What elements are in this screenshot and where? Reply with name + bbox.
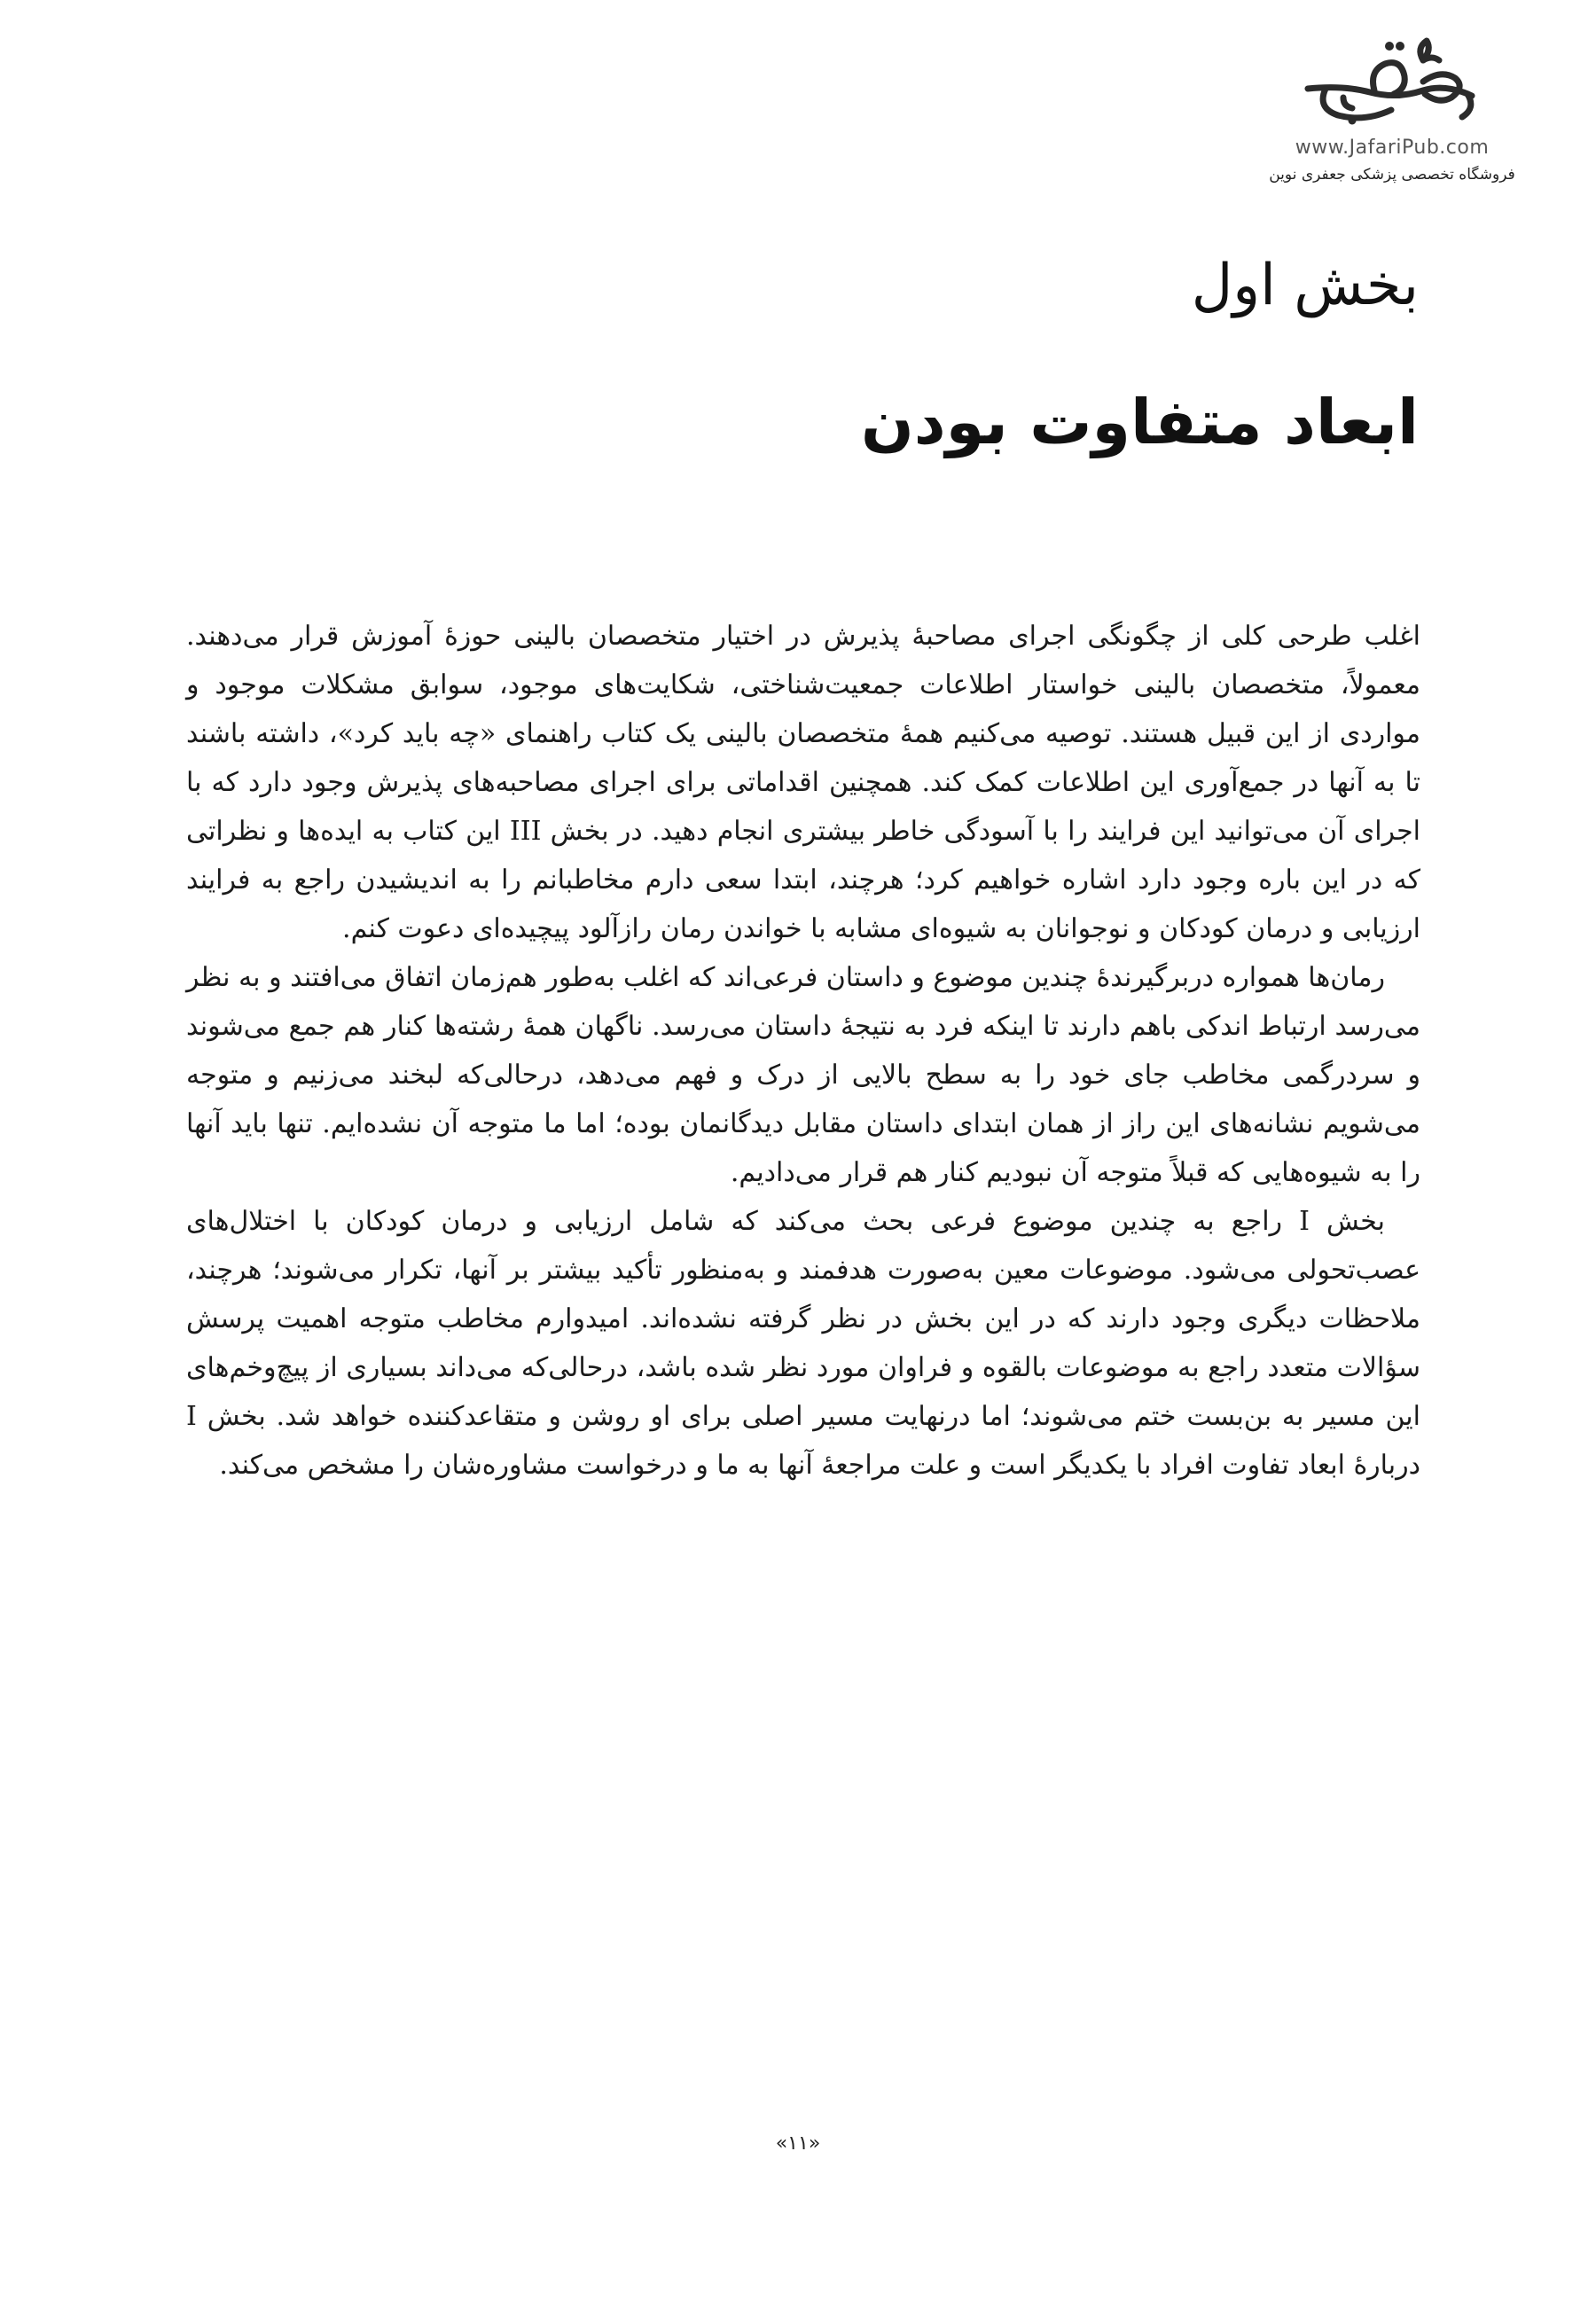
paragraph: رمان‌ها همواره دربرگیرندهٔ چندین موضوع و داستان فرعی‌اند که اغلب به‌طور هم‌زمان اتفاق می‌افتند و به نظر می‌رسد ارتباط اندکی باهم دارند تا اینکه فرد به نتیجهٔ داستان می‌رسد. ناگهان همهٔ رشته‌ها کنار هم جمع می‌شوند و سردرگمی مخاطب جای خود را به سطح بالایی از درک و فهم می‌دهد، درحالی‌که لبخند می‌زنیم و متوجه می‌شویم نشانه‌های این راز از همان ابتدای داستان مقابل دیدگانمان بوده؛ اما ما متوجه آن نشده‌ایم. تنها باید آنها را به شیوه‌هایی که قبلاً متوجه آن نبودیم کنار هم قرار می‌دادیم. (186, 962, 1420, 1188)
publisher-url[interactable]: www.JafariPub.com (1295, 137, 1490, 159)
calligraphy-logo-icon (1290, 27, 1494, 133)
paragraph: بخش I راجع به چندین موضوع فرعی بحث می‌کند که شامل ارزیابی و درمان کودکان با اختلال‌های عصب‌تحولی می‌شود. موضوعات معین به‌صورت هدفمند و به‌منظور تأکید بیشتر بر آنها، تکرار می‌شوند؛ هرچند، ملاحظات دیگری وجود دارند که در این بخش در نظر گرفته نشده‌اند. امیدوارم مخاطب متوجه اهمیت پرسش سؤالات متعدد راجع به موضوعات بالقوه و فراوان مورد نظر شده باشد، درحالی‌که می‌داند بسیاری از پیچ‌وخم‌های این مسیر به بن‌بست ختم می‌شوند؛ اما درنهایت مسیر اصلی برای او روشن و متقاعدکننده خواهد شد. بخش I دربارهٔ ابعاد تفاوت افراد با یکدیگر است و علت مراجعهٔ آنها به ما و درخواست مشاوره‌شان را مشخص می‌کند. (186, 1206, 1420, 1481)
page-number: «۱۱» (775, 2132, 821, 2155)
paragraph: اغلب طرحی کلی از چگونگی اجرای مصاحبهٔ پذیرش در اختیار متخصصان بالینی حوزهٔ آموزش قرار می‌دهند. معمولاً، متخصصان بالینی خواستار اطلاعات جمعیت‌شناختی، شکایت‌های موجود، سوابق مشکلات موجود و مواردی از این قبیل هستند. توصیه می‌کنیم همهٔ متخصصان بالینی یک کتاب راهنمای «چه باید کرد»، داشته باشند تا به آنها در جمع‌آوری این اطلاعات کمک کند. همچنین اقداماتی برای اجرای مصاحبه‌های پذیرش وجود دارد که با اجرای آن می‌توانید این فرایند را با آسودگی خاطر بیشتری انجام دهید. در بخش III این کتاب به ایده‌ها و نظراتی که در این باره وجود دارد اشاره خواهیم کرد؛ هرچند، ابتدا سعی دارم مخاطبانم را به اندیشیدن راجع به فرایند ارزیابی و درمان کودکان و نوجوانان به شیوه‌ای مشابه با خواندن رمان رازآلود پیچیده‌ای دعوت کنم. (186, 621, 1420, 944)
part-heading: بخش اول (1191, 253, 1419, 318)
publisher-shop-name: فروشگاه تخصصی پزشکی جعفری نوین (1269, 166, 1515, 184)
publisher-logo[interactable] (1241, 27, 1543, 184)
part-title: ابعاد متفاوت بودن (860, 386, 1419, 458)
body-text (186, 612, 1420, 1490)
